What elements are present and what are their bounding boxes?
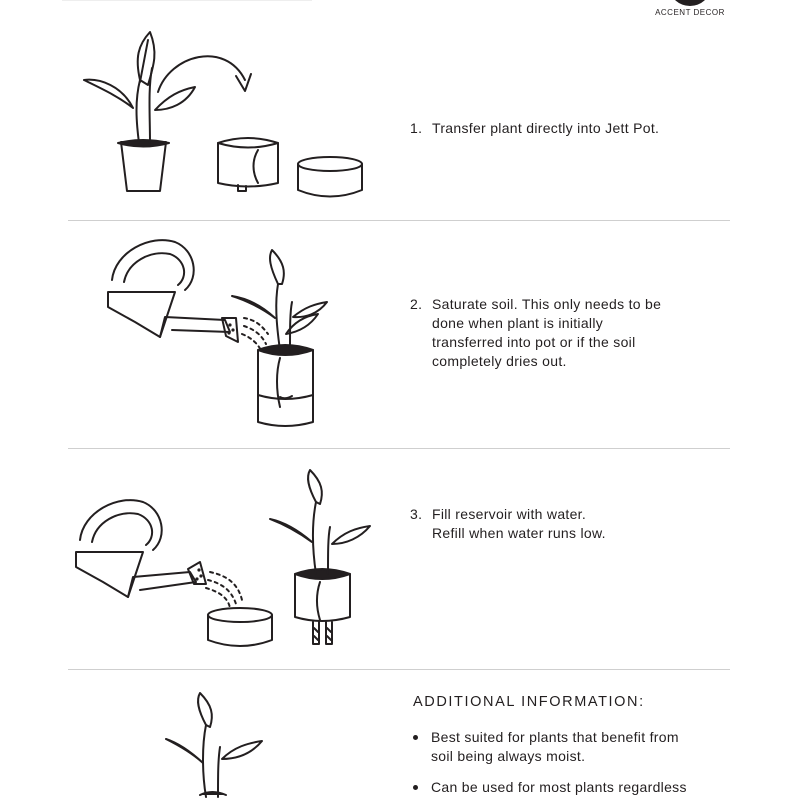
step-3-illustration bbox=[0, 452, 400, 667]
reservoir-base-icon bbox=[298, 157, 362, 197]
watering-can-icon bbox=[108, 240, 268, 352]
list-item bbox=[413, 728, 733, 766]
section-divider bbox=[68, 220, 730, 221]
bullet-icon bbox=[413, 735, 418, 740]
additional-info-list bbox=[413, 728, 733, 809]
curved-arrow-icon bbox=[158, 56, 251, 92]
step-1-illustration bbox=[0, 0, 380, 220]
logo-mark-icon bbox=[670, 0, 710, 6]
step-line: done when plant is initially bbox=[432, 315, 604, 331]
step-description bbox=[432, 295, 732, 371]
step-line: transferred into pot or if the soil bbox=[432, 334, 636, 350]
section-divider bbox=[68, 669, 730, 670]
potted-plant-icon bbox=[232, 250, 327, 426]
step-line: Refill when water runs low. bbox=[432, 525, 606, 541]
inner-pot-icon bbox=[218, 138, 278, 191]
plant-with-wicks-icon bbox=[270, 470, 370, 644]
step-number: 3. bbox=[410, 506, 423, 522]
bullet-line: Best suited for plants that benefit from bbox=[431, 729, 679, 745]
step-line: completely dries out. bbox=[432, 353, 567, 369]
step-line: Fill reservoir with water. bbox=[432, 506, 587, 522]
bullet-line: Can be used for most plants regardless bbox=[431, 779, 687, 795]
plant-icon bbox=[140, 685, 340, 800]
additional-info-heading: ADDITIONAL INFORMATION: bbox=[413, 694, 645, 710]
plant-in-nursery-pot-icon bbox=[84, 32, 195, 191]
step-line: Saturate soil. This only needs to be bbox=[432, 296, 662, 312]
step-description bbox=[432, 505, 732, 543]
brand-name: ACCENT DECOR bbox=[655, 8, 725, 17]
step-line: Transfer plant directly into Jett Pot. bbox=[432, 120, 660, 136]
section-divider bbox=[68, 448, 730, 449]
step-2-illustration bbox=[0, 222, 380, 442]
list-item bbox=[413, 778, 733, 797]
bullet-line: soil being always moist. bbox=[431, 748, 586, 764]
reservoir-base-icon bbox=[208, 608, 272, 646]
watering-can-icon bbox=[76, 500, 242, 608]
bullet-icon bbox=[413, 785, 418, 790]
step-number: 1. bbox=[410, 120, 423, 136]
step-number: 2. bbox=[410, 296, 423, 312]
step-description bbox=[432, 119, 732, 138]
